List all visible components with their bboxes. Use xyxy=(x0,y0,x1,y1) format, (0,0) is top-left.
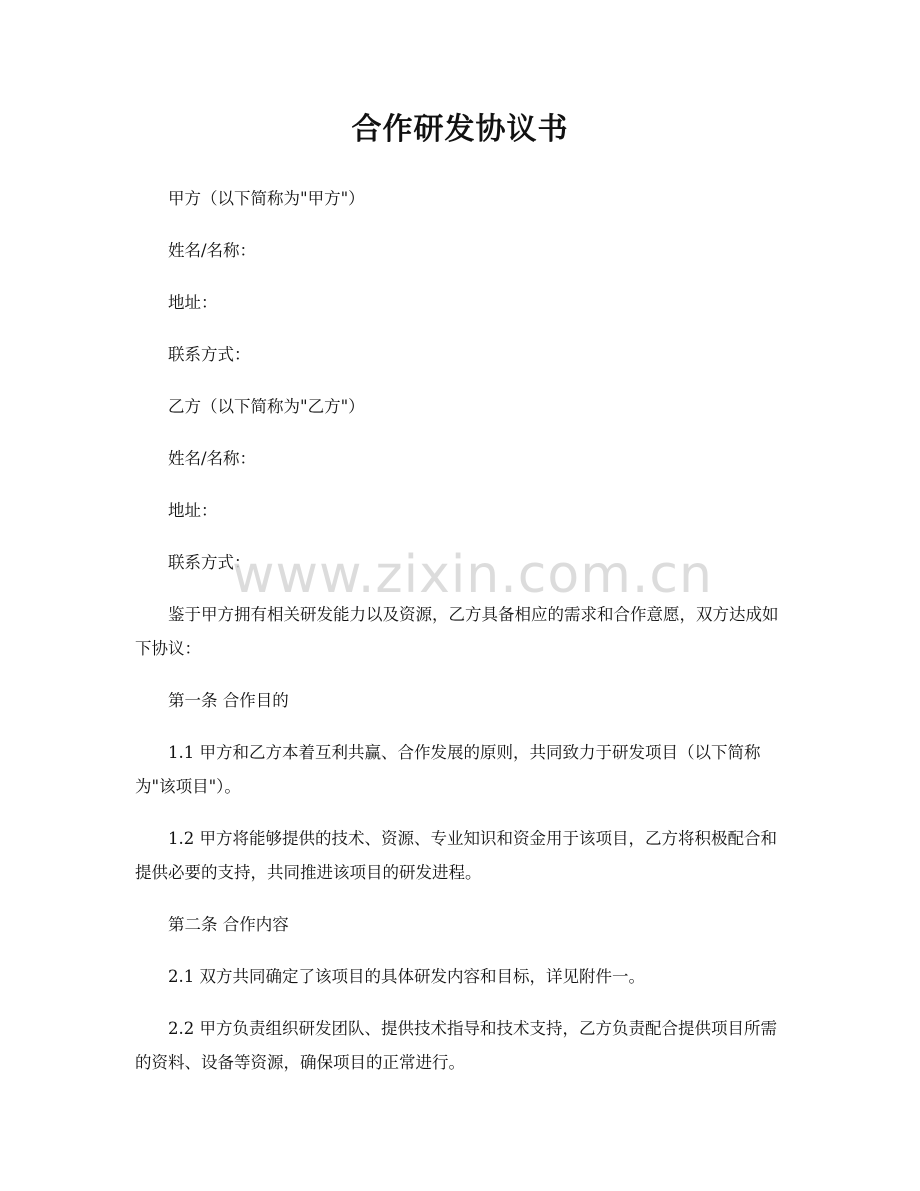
article-1-heading: 第一条 合作目的 xyxy=(168,691,289,710)
party-b-address-field: 地址： xyxy=(168,501,218,520)
party-a-name-field: 姓名/名称： xyxy=(168,241,257,260)
document-title: 合作研发协议书 xyxy=(351,112,569,147)
party-b-name-field: 姓名/名称： xyxy=(168,449,257,468)
clause-1-2: 1.2 甲方将能够提供的技术、资源、专业知识和资金用于该项目，乙方将积极配合和提供必要的支持，共同推进该项目的研发进程。 xyxy=(135,829,777,882)
preamble-paragraph: 鉴于甲方拥有相关研发能力以及资源，乙方具备相应的需求和合作意愿，双方达成如下协议： xyxy=(135,605,779,658)
article-2-heading: 第二条 合作内容 xyxy=(168,915,289,934)
party-a-address-field: 地址： xyxy=(168,293,218,312)
clause-2-2: 2.2 甲方负责组织研发团队、提供技术指导和技术支持，乙方负责配合提供项目所需的资料、设备等资源，确保项目的正常进行。 xyxy=(135,1019,777,1072)
party-b-heading: 乙方（以下简称为"乙方"） xyxy=(168,397,365,416)
party-a-contact-field: 联系方式： xyxy=(168,345,251,364)
watermark: www.zixin.com.cn xyxy=(232,545,713,605)
party-b-contact-field: 联系方式： xyxy=(168,553,251,572)
clause-1-1: 1.1 甲方和乙方本着互利共赢、合作发展的原则，共同致力于研发项目（以下简称为"该项目"）。 xyxy=(135,743,761,796)
clause-2-1: 2.1 双方共同确定了该项目的具体研发内容和目标，详见附件一。 xyxy=(168,967,645,986)
document-body xyxy=(135,182,785,1098)
party-a-heading: 甲方（以下简称为"甲方"） xyxy=(168,189,365,208)
